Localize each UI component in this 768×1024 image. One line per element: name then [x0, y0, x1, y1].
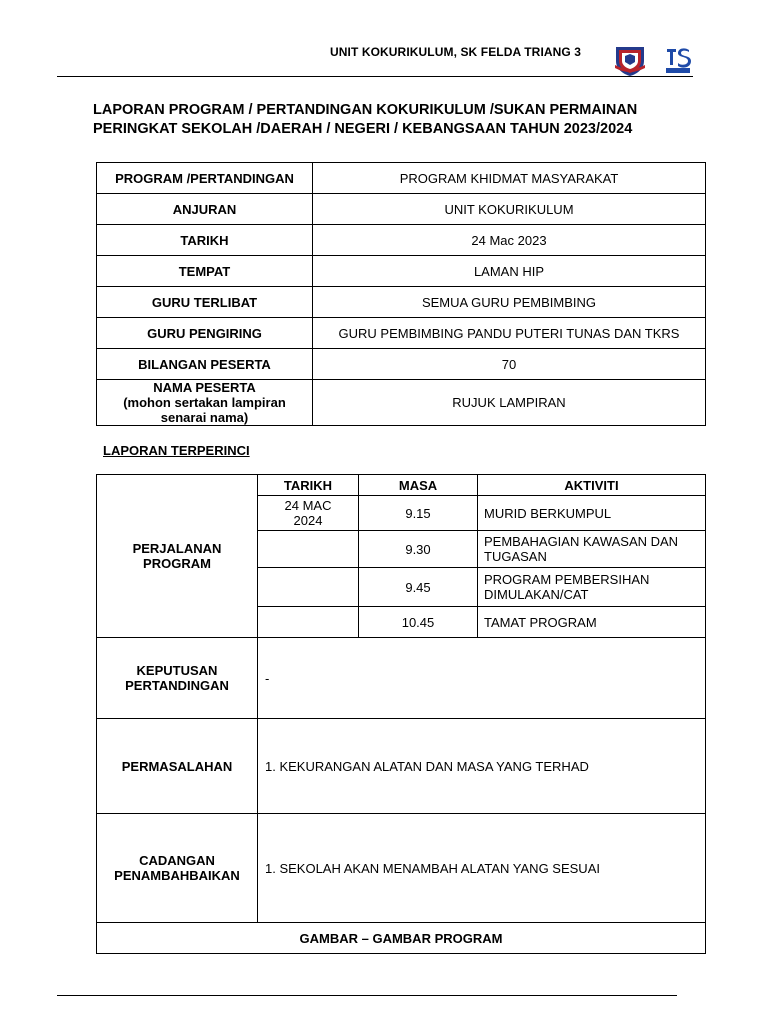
keputusan-row: [97, 638, 706, 719]
gambar-row: [97, 923, 706, 954]
keputusan-label: [97, 638, 258, 719]
info-value: PROGRAM KHIDMAT MASYARAKAT: [313, 163, 706, 194]
info-row-nama-peserta: [97, 380, 706, 426]
report-title-line1: LAPORAN PROGRAM / PERTANDINGAN KOKURIKULUM /SUKAN PERMAINAN: [93, 102, 638, 118]
schedule-aktiviti: [478, 496, 706, 531]
keputusan-label-line1: KEPUTUSAN: [136, 663, 218, 678]
info-value: UNIT KOKURIKULUM: [313, 194, 706, 225]
info-value: GURU PEMBIMBING PANDU PUTERI TUNAS DAN TKRS: [313, 318, 706, 349]
header-school-name: UNIT KOKURIKULUM, SK FELDA TRIANG 3: [330, 45, 582, 59]
schedule-header-row: [97, 475, 706, 496]
schedule-tarikh: [258, 607, 359, 638]
schedule-aktiviti: [478, 607, 706, 638]
info-label: BILANGAN PESERTA: [97, 349, 313, 380]
header-divider: [57, 76, 693, 77]
column-header-tarikh: TARIKH: [258, 475, 359, 496]
info-row: [97, 225, 706, 256]
schedule-aktiviti-line2: DIMULAKAN/CAT: [484, 587, 589, 602]
cadangan-row: [97, 814, 706, 923]
info-label: ANJURAN: [97, 194, 313, 225]
nama-label-line2: (mohon sertakan lampiran: [123, 395, 286, 410]
schedule-tarikh: [258, 496, 359, 531]
program-info-table: [96, 162, 706, 426]
cadangan-label-line2: PENAMBAHBAIKAN: [114, 868, 240, 883]
schedule-aktiviti-line1: TAMAT PROGRAM: [484, 614, 597, 630]
schedule-aktiviti-line2: TUGASAN: [484, 549, 547, 564]
info-value: 70: [313, 349, 706, 380]
perjalanan-label-line2: PROGRAM: [143, 556, 211, 571]
schedule-aktiviti-line1: PEMBAHAGIAN KAWASAN DAN: [484, 534, 679, 549]
schedule-aktiviti-line1: PROGRAM PEMBERSIHAN: [484, 572, 650, 587]
schedule-aktiviti-line1: MURID BERKUMPUL: [484, 505, 612, 521]
detail-report-table: [96, 474, 706, 954]
info-value: LAMAN HIP: [313, 256, 706, 287]
cadangan-value: 1. SEKOLAH AKAN MENAMBAH ALATAN YANG SESUAI: [258, 814, 706, 923]
cadangan-label-line1: CADANGAN: [139, 853, 215, 868]
school-crest-icon: [613, 43, 647, 77]
info-row: [97, 256, 706, 287]
info-value: SEMUA GURU PEMBIMBING: [313, 287, 706, 318]
schedule-aktiviti: [478, 531, 706, 568]
info-value: 24 Mac 2023: [313, 225, 706, 256]
schedule-tarikh: [258, 568, 359, 607]
ts-logo-icon: [663, 43, 693, 75]
info-label: PROGRAM /PERTANDINGAN: [97, 163, 313, 194]
nama-label-line1: NAMA PESERTA: [153, 380, 256, 395]
permasalahan-row: [97, 719, 706, 814]
schedule-tarikh-line2: 2024: [293, 513, 323, 528]
schedule-tarikh-line1: 24 MAC: [284, 498, 332, 513]
schedule-aktiviti: [478, 568, 706, 607]
info-row: [97, 194, 706, 225]
report-title-line2: PERINGKAT SEKOLAH /DAERAH / NEGERI / KEBANGSAAN TAHUN 2023/2024: [93, 121, 633, 137]
info-row: [97, 163, 706, 194]
permasalahan-value: 1. KEKURANGAN ALATAN DAN MASA YANG TERHAD: [258, 719, 706, 814]
cadangan-label: [97, 814, 258, 923]
section-title-laporan-terperinci: LAPORAN TERPERINCI: [103, 443, 250, 458]
perjalanan-label-line1: PERJALANAN: [132, 541, 222, 556]
info-row: [97, 349, 706, 380]
info-label: TEMPAT: [97, 256, 313, 287]
permasalahan-label: PERMASALAHAN: [97, 719, 258, 814]
info-row: [97, 287, 706, 318]
gambar-program-heading: GAMBAR – GAMBAR PROGRAM: [97, 923, 706, 954]
schedule-masa: 9.45: [359, 568, 478, 607]
info-label-nama-peserta: [97, 380, 313, 426]
column-header-masa: MASA: [359, 475, 478, 496]
schedule-masa: 9.30: [359, 531, 478, 568]
schedule-tarikh: [258, 531, 359, 568]
keputusan-label-line2: PERTANDINGAN: [125, 678, 229, 693]
info-value-nama-peserta: RUJUK LAMPIRAN: [313, 380, 706, 426]
column-header-aktiviti: AKTIVITI: [478, 475, 706, 496]
footer-divider: [57, 995, 677, 996]
schedule-masa: 10.45: [359, 607, 478, 638]
keputusan-value: -: [258, 638, 706, 719]
info-label: TARIKH: [97, 225, 313, 256]
info-label: GURU TERLIBAT: [97, 287, 313, 318]
info-row: [97, 318, 706, 349]
report-title: [93, 101, 713, 139]
schedule-masa: 9.15: [359, 496, 478, 531]
perjalanan-program-label: [97, 475, 258, 638]
nama-label-line3: senarai nama): [160, 410, 249, 425]
info-label: GURU PENGIRING: [97, 318, 313, 349]
